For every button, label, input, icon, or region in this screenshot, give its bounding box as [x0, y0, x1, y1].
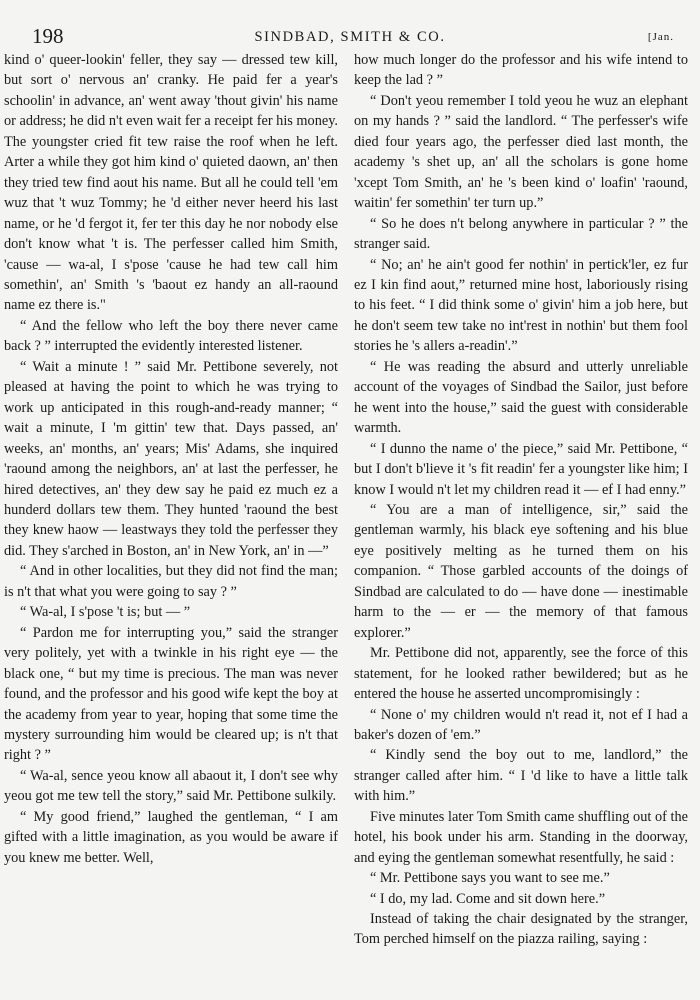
- paragraph: “ None o' my children would n't read it, not ef I had a baker's dozen of 'em.”: [354, 706, 688, 743]
- paragraph: Instead of taking the chair designated by the stranger, Tom perched himself on the piazza railing, saying :: [354, 911, 688, 948]
- paragraph: “ I dunno the name o' the piece,” said Mr. Pettibone, “ but I don't b'lieve it 's fit readin' fer a youngster like him; I know I would n't let my children read it — ef I had enny.”: [354, 440, 688, 498]
- paragraph: “ Wait a minute ! ” said Mr. Pettibone severely, not pleased at having the point to which he was trying to work up anticipated in this rough-and-ready manner; “ wait a minute, I 'm gittin' tew that. Days passed, an' weeks, an' months, an' years; Mis' Adams, she inquired 'raound among the neighbors, an' at last the perfesser, he hired detectives, an' they dew say he paid ez much ez a hunderd dollars tew them. They hunted 'raound the best they knew haow — leastways they told the perfesser they did. They s'arched in Boston, an' in New York, an' in —”: [4, 358, 338, 559]
- paragraph: “ Mr. Pettibone says you want to see me.”: [370, 870, 610, 887]
- paragraph: “ Kindly send the boy out to me, landlord,” the stranger called after him. “ I 'd like to have a little talk with him.”: [354, 747, 688, 805]
- paragraph: Five minutes later Tom Smith came shuffling out of the hotel, his book under his arm. Standing in the doorway, and eying the gentleman somewhat resentfully, he said :: [354, 808, 688, 866]
- paragraph: “ I do, my lad. Come and sit down here.”: [370, 890, 606, 907]
- paragraph: “ No; an' he ain't good fer nothin' in pertick'ler, ez fur ez I kin find aout,” returned mine host, laboriously rising to his feet. “ I did think some o' givin' him a job here, but he don't seem tew take no int'rest in nothin' but them fool stories he 's allers a-readin'.”: [354, 256, 688, 355]
- paragraph: “ So he does n't belong anywhere in particular ? ” the stranger said.: [354, 215, 688, 253]
- paragraph: “ And in other localities, but they did not find the man; is n't that what you were going to say ? ”: [4, 563, 338, 600]
- paragraph: “ Wa-al, sence yeou know all abaout it, I don't see why yeou got me tew tell the story,” said Mr. Pettibone sulkily.: [4, 767, 338, 805]
- paragraph: “ Don't yeou remember I told yeou he wuz an elephant on my hands ? ” said the landlord. “ The perfesser's wife died four years ago, the perfesser died last month, the academy 's shet up, an' all the scholars is gone home 'xcept Tom Smith, an' he 's been kind o' loafin' 'raound, waitin' fer somethin' ter turn up.”: [354, 92, 688, 212]
- running-header: [12, 24, 688, 50]
- paragraph: “ Wa-al, I s'pose 't is; but — ”: [20, 604, 191, 621]
- paragraph: how much longer do the professor and his wife intend to keep the lad ? ”: [354, 52, 688, 89]
- paragraph: kind o' queer-lookin' feller, they say — dressed tew kill, but sort o' nervous an' cranky. He paid fer a year's schoolin' in advance, an' went away 'thout givin' his name or address; he did n't even wait fer a receipt fer his money. The youngster cried fit tew raise the roof when he left. Arter a while they got him kind o' quieted daown, an' then they tried tew find aout his name. But all he could tell 'em wuz that 't wuz Tommy; he 'd either never heerd his last name, or he 'd fergot it, fer ter this day he nor nobody else don't know what 't is. The perfesser called him Smith, 'cause — wa-al, I s'pose 'cause he had tew call him somethin', an' Smith 's 'baout ez handy an all-raound name ez there is.": [4, 52, 338, 314]
- left-column: [4, 50, 338, 950]
- paragraph: “ My good friend,” laughed the gentleman, “ I am gifted with a little imagination, as you would be aware if you knew me better. Well,: [4, 808, 338, 866]
- running-title: SINDBAD, SMITH & CO.: [254, 29, 446, 45]
- paragraph: Mr. Pettibone did not, apparently, see the force of this statement, for he looked rather bewildered; but as he entered the house he asserted uncompromisingly :: [354, 645, 688, 703]
- paragraph: “ Pardon me for interrupting you,” said the stranger very politely, yet with a twinkle in his right eye — the black one, “ but my time is precious. The man was never found, and the professor and his good wife kept the boy at the academy from year to year, hoping that some time the mystery surrounding him would be cleared up; is n't that right ? ”: [4, 624, 338, 764]
- paragraph: “ He was reading the absurd and utterly unreliable account of the voyages of Sindbad the Sailor, just before he went into the house,” said the guest with considerable warmth.: [354, 358, 688, 437]
- text-columns: [4, 50, 688, 950]
- paragraph: “ And the fellow who left the boy there never came back ? ” interrupted the evidently interested listener.: [4, 317, 338, 355]
- paragraph: “ You are a man of intelligence, sir,” said the gentleman warmly, his black eye softening and his blue eye positively melting as he turned them on his companion. “ Those garbled accounts of the doings of Sindbad are calculated to do — have done — inestimable harm to the — er — the memory of that famous explorer.”: [354, 501, 688, 641]
- right-column: [354, 50, 688, 950]
- issue-month: [Jan.: [647, 31, 674, 43]
- page-number: 198: [32, 24, 64, 48]
